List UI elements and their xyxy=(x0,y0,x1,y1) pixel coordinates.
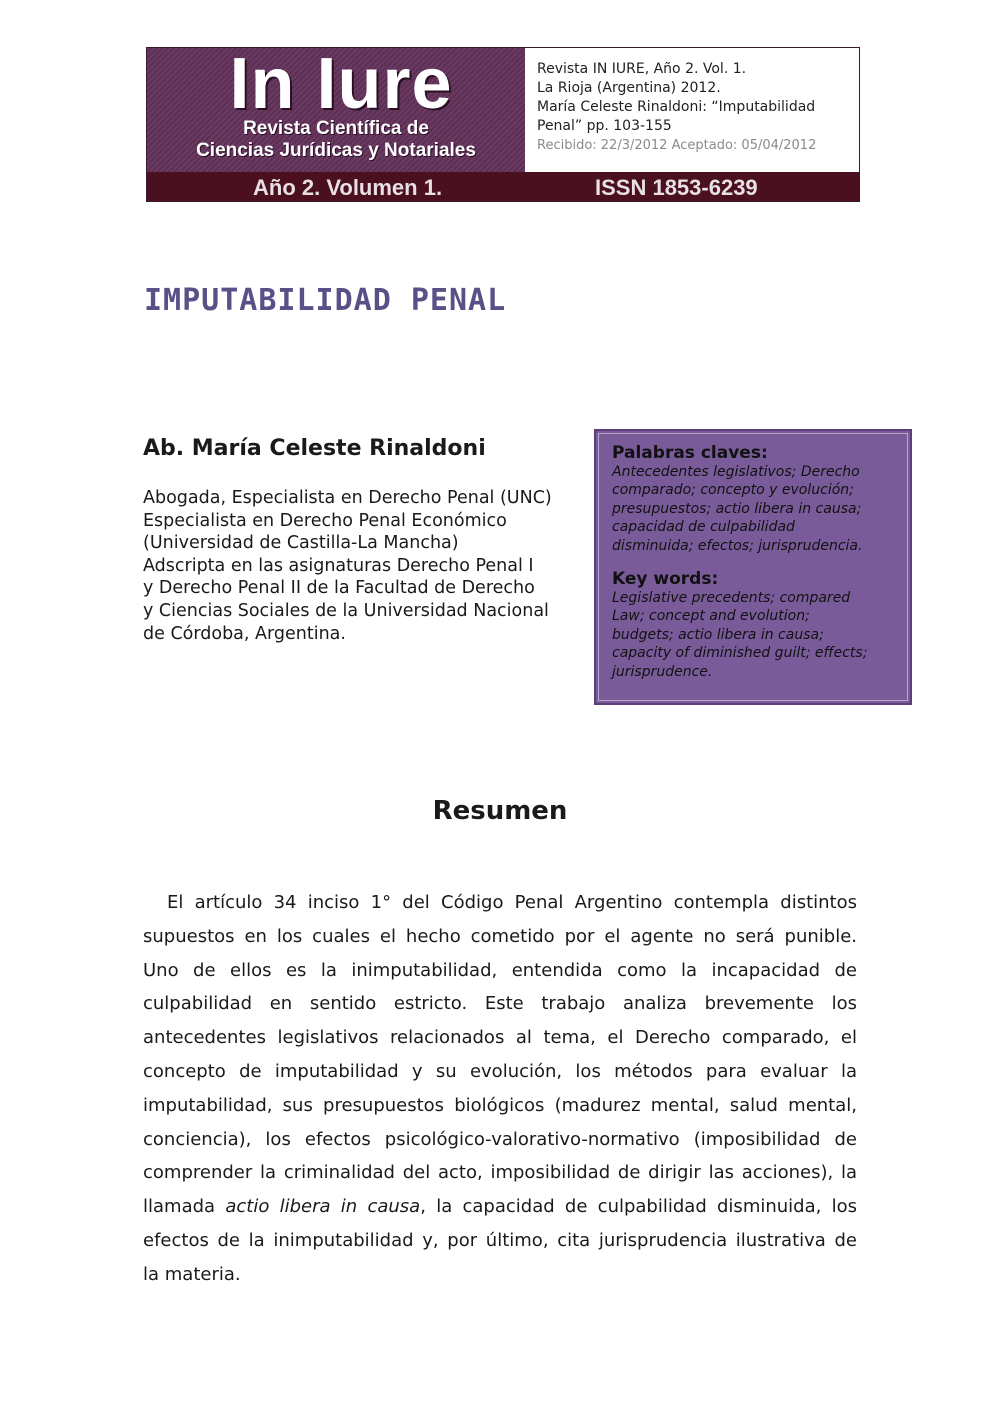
abstract-line: antecedentes legislativos relacionados al tema, el Derecho comparado, el xyxy=(143,1027,857,1049)
keyword-line: capacity of diminished guilt; effects; xyxy=(612,645,868,662)
abstract-paragraph xyxy=(143,886,857,1292)
abstract-latin-term: actio libera in causa xyxy=(225,1196,421,1218)
abstract-text: llamada xyxy=(143,1196,226,1218)
issn-label: ISSN 1853-6239 xyxy=(595,175,758,200)
affiliation-line: de Córdoba, Argentina. xyxy=(143,623,346,644)
journal-banner xyxy=(146,47,860,202)
keywords-en-heading: Key words: xyxy=(612,569,719,590)
keyword-line: budgets; actio libera in causa; xyxy=(612,626,824,643)
journal-subtitle-line-2: Ciencias Jurídicas y Notariales xyxy=(196,140,476,161)
abstract-line: efectos de la inimputabilidad y, por último, cita jurisprudencia ilustrativa de xyxy=(143,1229,857,1251)
keyword-line: presupuestos; actio libera in causa; xyxy=(612,500,862,517)
abstract-line: imputabilidad, sus presupuestos biológicos (madurez mental, salud mental, xyxy=(143,1094,857,1116)
paper-title: IMPUTABILIDAD PENAL xyxy=(144,283,507,318)
affiliation-line: Especialista en Derecho Penal Económico xyxy=(143,510,507,531)
keyword-line: Legislative precedents; compared xyxy=(612,590,851,607)
affiliation-line: Abogada, Especialista en Derecho Penal (UNC) xyxy=(143,488,552,508)
year-volume-label: Año 2. Volumen 1. xyxy=(253,175,443,200)
keywords-es-list xyxy=(612,463,910,555)
abstract-line: culpabilidad en sentido estricto. Este trabajo analiza brevemente los xyxy=(143,993,857,1015)
received-accepted-dates: Recibido: 22/3/2012 Aceptado: 05/04/2012 xyxy=(537,138,817,153)
keywords-es-heading: Palabras claves: xyxy=(612,443,768,463)
abstract-line: la materia. xyxy=(143,1263,241,1285)
abstract-line: conciencia), los efectos psicológico-valorativo-normativo (imposibilidad de xyxy=(143,1128,857,1150)
keyword-line: Antecedentes legislativos; Derecho xyxy=(612,464,860,480)
journal-brand-panel xyxy=(147,48,525,172)
keyword-line: comparado; concepto y evolución; xyxy=(612,482,854,499)
journal-subtitle-line-1: Revista Científica de xyxy=(243,118,429,139)
keyword-line: disminuida; efectos; jurisprudencia. xyxy=(612,537,863,554)
abstract-line xyxy=(143,1190,857,1224)
abstract-line: supuestos en los cuales el hecho cometido por el agente no será punible. xyxy=(143,925,857,947)
keyword-line: Law; concept and evolution; xyxy=(612,608,810,625)
abstract-line: comprender la criminalidad del acto, imposibilidad de dirigir las acciones), la xyxy=(143,1162,857,1184)
author-name: Ab. María Celeste Rinaldoni xyxy=(143,436,486,461)
citation-info xyxy=(525,48,859,172)
keyword-line: jurisprudence. xyxy=(612,663,713,680)
journal-logo-name: In Iure xyxy=(229,47,453,124)
abstract-line: Uno de ellos es la inimputabilidad, entendida como la incapacidad de xyxy=(143,959,857,981)
abstract-line: concepto de imputabilidad y su evolución, los métodos para evaluar la xyxy=(143,1060,857,1082)
citation-line: Revista IN IURE, Año 2. Vol. 1. xyxy=(537,61,747,77)
affiliation-line: y Derecho Penal II de la Facultad de Derecho xyxy=(143,578,535,599)
citation-line: María Celeste Rinaldoni: “Imputabilidad xyxy=(537,99,816,115)
citation-line: Penal” pp. 103-155 xyxy=(537,118,672,134)
keyword-line: capacidad de culpabilidad xyxy=(612,519,795,536)
keywords-en-list xyxy=(612,589,910,681)
author-affiliation xyxy=(143,487,583,645)
abstract-text: , la capacidad de culpabilidad disminuida, los xyxy=(420,1196,858,1218)
abstract-heading: Resumen xyxy=(432,796,568,826)
affiliation-line: Adscripta en las asignaturas Derecho Penal I xyxy=(143,555,534,576)
keywords-box xyxy=(594,429,912,705)
citation-line: La Rioja (Argentina) 2012. xyxy=(537,80,721,96)
journal-issue-bar xyxy=(147,172,860,202)
abstract-line: El artículo 34 inciso 1° del Código Penal Argentino contempla distintos xyxy=(167,892,857,913)
affiliation-line: (Universidad de Castilla-La Mancha) xyxy=(143,533,459,554)
affiliation-line: y Ciencias Sociales de la Universidad Nacional xyxy=(143,600,549,621)
